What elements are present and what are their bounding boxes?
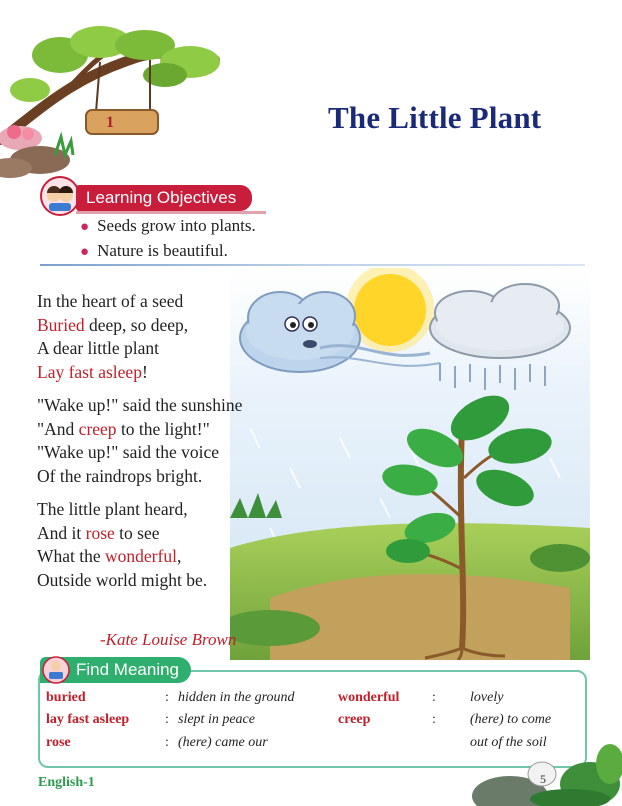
section-divider [40, 264, 585, 266]
glossary-entry [46, 710, 129, 730]
book-icon [42, 656, 70, 684]
poem [37, 290, 242, 602]
corner-plants-illustration [470, 744, 622, 806]
glossary-entry [338, 710, 370, 730]
objectives-heading: Learning Objectives [76, 185, 252, 211]
poem-line: What the wonderful, [37, 546, 182, 566]
glossary-definition: out of the soil [470, 735, 547, 750]
objectives-list [80, 214, 256, 264]
highlighted-word: rose [85, 522, 115, 543]
glossary-separator: : [165, 690, 169, 705]
poem-line: In the heart of a seed [37, 291, 184, 311]
glossary-entry [46, 688, 86, 708]
highlighted-word: creep [78, 418, 117, 439]
poem-line: "Wake up!" said the voice [37, 442, 219, 462]
poem-line: A dear little plant [37, 338, 159, 358]
children-icon [40, 176, 80, 216]
glossary-definition: (here) came our [178, 735, 268, 750]
bullet-icon: ● [80, 244, 90, 260]
poem-stanza [37, 394, 242, 488]
find-meaning-heading: Find Meaning [40, 657, 191, 683]
book-label: English-1 [38, 775, 95, 790]
glossary-definition: (here) to come [470, 712, 552, 727]
glossary-definition: hidden in the ground [178, 690, 295, 705]
lesson-number: 1 [106, 114, 114, 131]
glossary-separator: : [165, 735, 169, 750]
poem-line: Lay fast asleep! [37, 361, 148, 382]
objective-item: ● Seeds grow into plants. [80, 216, 256, 235]
objective-item: ● Nature is beautiful. [80, 241, 228, 260]
bullet-icon: ● [80, 219, 90, 235]
poem-stanza [37, 498, 242, 592]
highlighted-word: Lay fast asleep [37, 361, 142, 382]
poem-line: Buried deep, so deep, [37, 314, 189, 335]
glossary-term: creep [338, 712, 371, 727]
glossary-definition: slept in peace [178, 712, 255, 727]
glossary-separator: : [432, 690, 436, 705]
highlighted-word: Buried [37, 314, 85, 335]
poem-line: "And creep to the light!" [37, 418, 210, 439]
glossary-separator: : [432, 712, 436, 727]
glossary-definition: lovely [470, 690, 504, 705]
poem-line: And it rose to see [37, 522, 160, 543]
tree-swing-illustration [0, 20, 240, 180]
page-number: 5 [540, 772, 546, 786]
poem-line: "Wake up!" said the sunshine [37, 395, 243, 415]
lesson-title: The Little Plant [328, 100, 542, 135]
glossary-separator: : [165, 712, 169, 727]
glossary-term: rose [46, 735, 71, 750]
poem-line: Outside world might be. [37, 569, 208, 590]
glossary-term: buried [46, 690, 86, 705]
glossary-entry [338, 688, 399, 708]
poem-line: Of the raindrops bright. [37, 465, 203, 486]
poem-author: -Kate Louise Brown [100, 630, 237, 649]
poem-stanza [37, 290, 242, 384]
poem-line: The little plant heard, [37, 499, 188, 519]
glossary-entry [46, 733, 71, 753]
highlighted-word: wonderful [105, 546, 177, 566]
rain-sun-plant-illustration [230, 268, 590, 660]
glossary-term: wonderful [338, 690, 400, 705]
glossary-term: lay fast asleep [46, 712, 130, 727]
